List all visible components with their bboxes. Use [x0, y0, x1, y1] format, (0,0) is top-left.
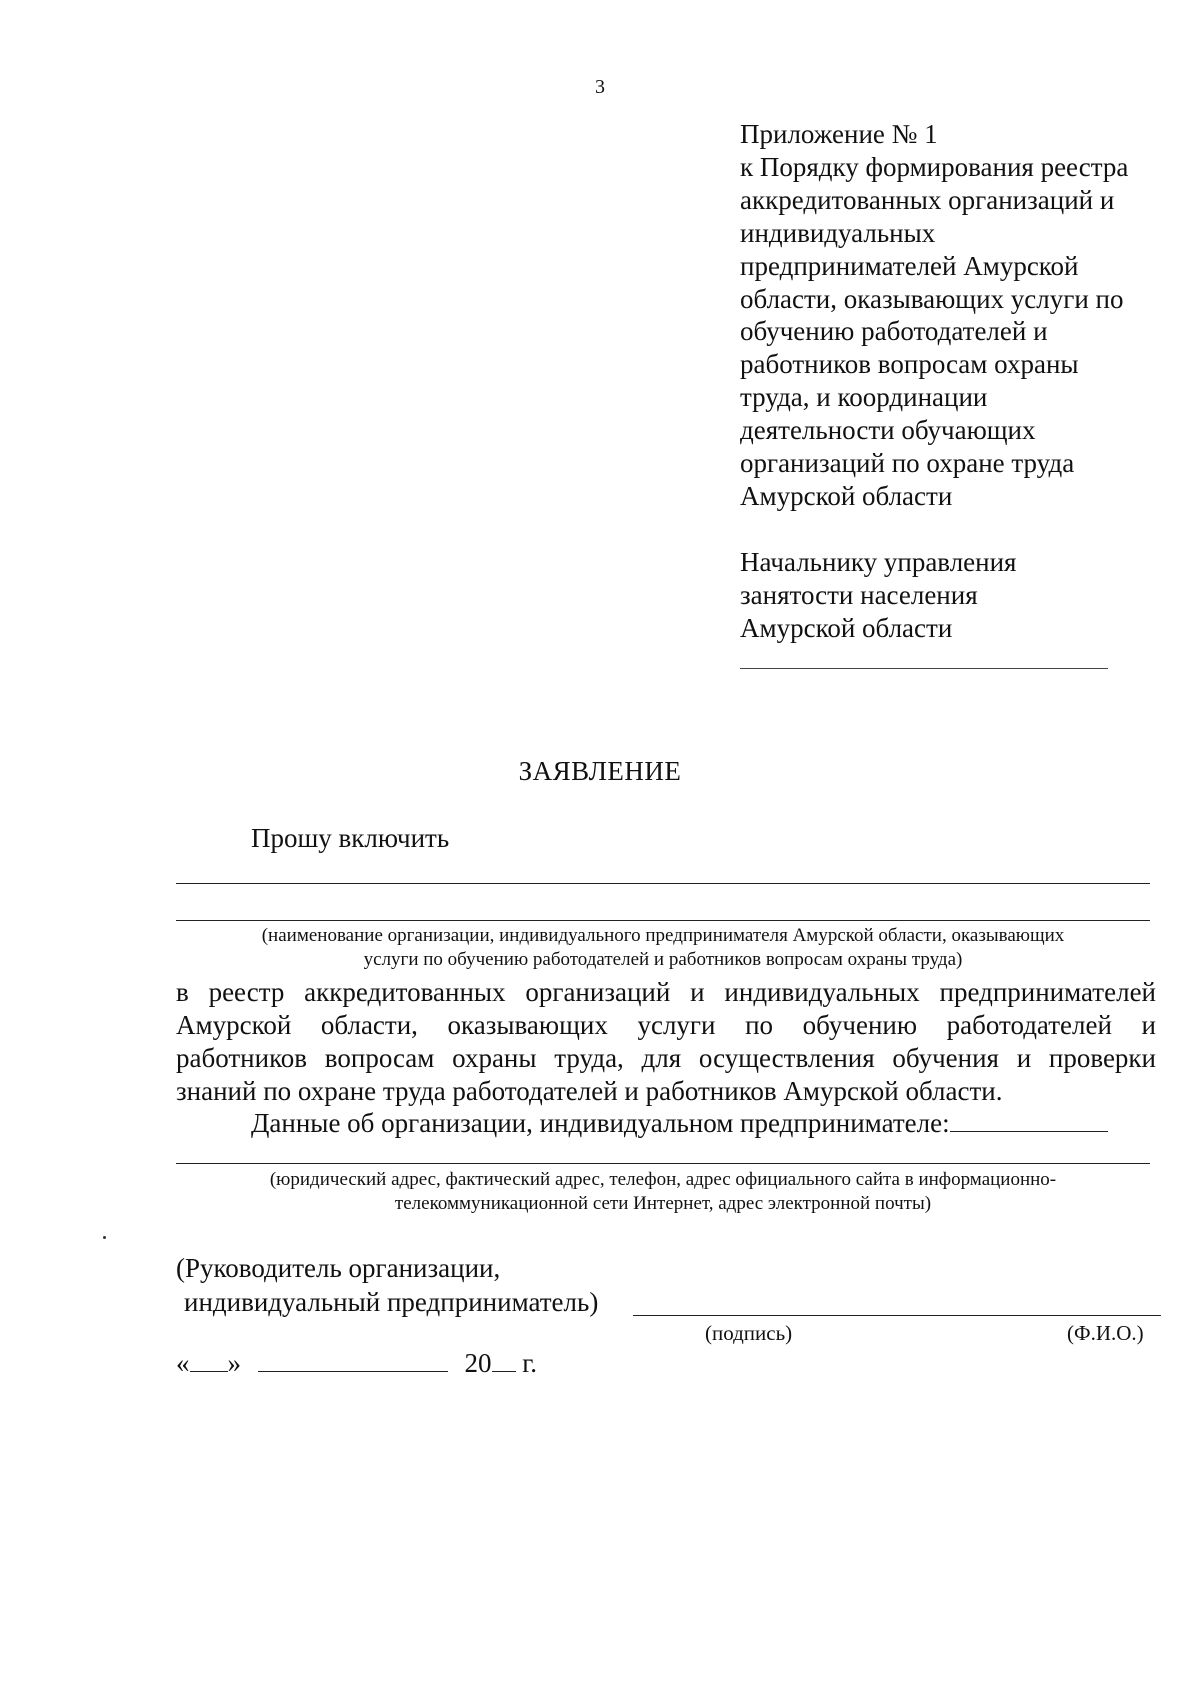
appendix-line: обучению работодателей и — [740, 316, 1048, 347]
appendix-heading — [740, 118, 1170, 513]
body-paragraph — [176, 976, 1156, 1108]
appendix-line: деятельности обучающих — [740, 415, 1036, 446]
appendix-line: Амурской области — [740, 480, 953, 511]
date-open-quote: « — [176, 1348, 190, 1378]
appendix-line: к Порядку формирования реестра — [740, 151, 1129, 182]
date-day-blank[interactable] — [190, 1371, 228, 1372]
signature-role-line-2: индивидуальный предприниматель) — [184, 1287, 599, 1317]
date-row — [176, 1348, 537, 1379]
body-line: Амурской области, оказывающих услуги по обучению работодателей и — [176, 1009, 1156, 1040]
caption-line: (наименование организации, индивидуального предпринимателя Амурской области, оказывающих — [261, 925, 1065, 946]
date-year-prefix: 20 — [464, 1348, 492, 1378]
addressee-line: Начальнику управления — [740, 547, 1017, 577]
full-name-label: (Ф.И.О.) — [1067, 1321, 1144, 1345]
body-line: работников вопросам охраны труда, для осуществления обучения и проверки — [176, 1042, 1156, 1073]
caption-line: телекоммуникационной сети Интернет, адрес электронной почты) — [394, 1193, 932, 1214]
signature-label: (подпись) — [705, 1321, 793, 1345]
appendix-line: предпринимателей Амурской — [740, 250, 1079, 281]
body-line: знаний по охране труда работодателей и работников Амурской области. — [176, 1075, 1003, 1106]
caption-line: (юридический адрес, фактический адрес, телефон, адрес официального сайта в информационно- — [269, 1169, 1057, 1190]
org-name-line-1[interactable] — [176, 883, 1150, 884]
org-name-line-2[interactable] — [176, 920, 1150, 921]
body-line: в реестр аккредитованных организаций и индивидуальных предпринимателей — [176, 977, 1156, 1007]
org-contacts-line[interactable] — [176, 1163, 1150, 1164]
contacts-caption — [150, 1168, 1176, 1216]
page-number: 3 — [595, 76, 605, 98]
addressee-blank-line[interactable] — [740, 668, 1108, 669]
appendix-line: работников вопросам охраны — [740, 349, 1079, 380]
appendix-line: области, оказывающих услуги по — [740, 283, 1124, 314]
addressee-line: занятости населения — [740, 579, 978, 610]
appendix-line: индивидуальных — [740, 217, 936, 248]
signature-role-line-1: (Руководитель организации, — [176, 1253, 501, 1283]
margin-dot — [103, 1236, 106, 1239]
signature-blank-line[interactable] — [633, 1315, 1161, 1316]
caption-line: услуги по обучению работодателей и работников вопросам охраны труда) — [363, 949, 963, 970]
org-name-caption — [150, 924, 1176, 972]
org-data-blank[interactable] — [950, 1131, 1108, 1132]
date-year-blank[interactable] — [492, 1371, 516, 1372]
org-data-row — [251, 1108, 1108, 1139]
document-title: ЗАЯВЛЕНИЕ — [518, 756, 682, 786]
date-close-quote: » — [227, 1348, 241, 1378]
appendix-line: аккредитованных организаций и — [740, 184, 1115, 215]
date-year-suffix: г. — [522, 1348, 538, 1378]
appendix-line: Приложение № 1 — [740, 119, 938, 149]
addressee-block — [740, 546, 1170, 645]
appendix-line: организаций по охране труда — [740, 448, 1075, 479]
appendix-line: труда, и координации — [740, 382, 988, 413]
org-data-label: Данные об организации, индивидуальном предпринимателе: — [251, 1108, 950, 1138]
addressee-line: Амурской области — [740, 612, 953, 643]
request-text: Прошу включить — [251, 823, 450, 853]
date-month-blank[interactable] — [258, 1371, 448, 1372]
